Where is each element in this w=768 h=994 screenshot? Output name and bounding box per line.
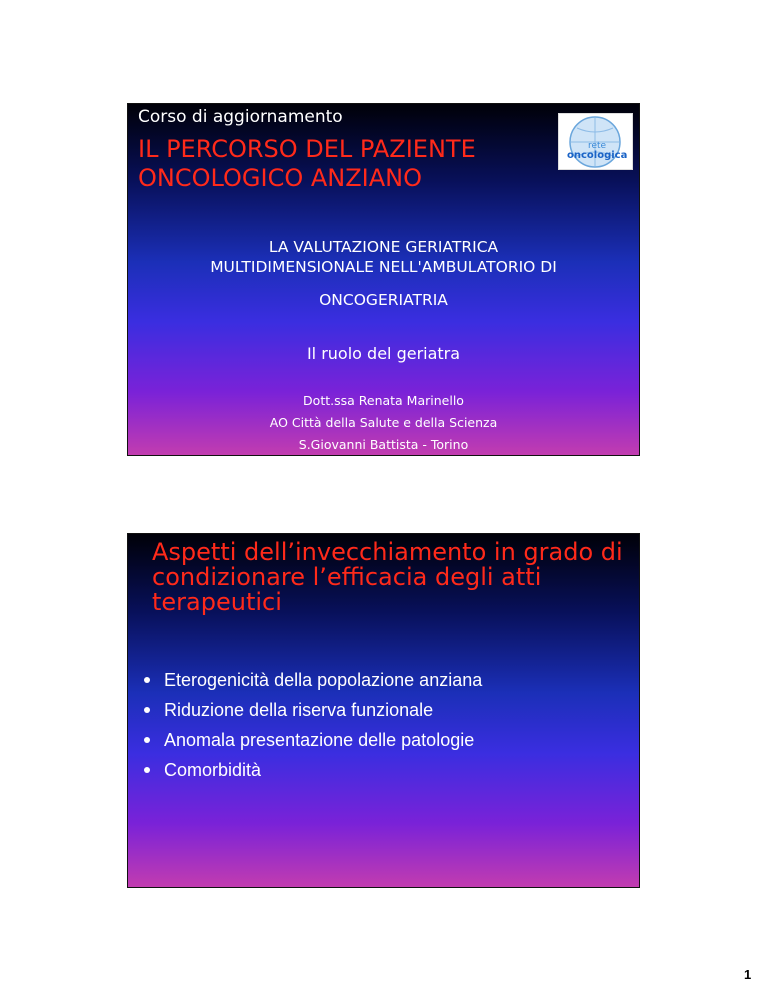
list-item: Eterogenicità della popolazione anziana xyxy=(144,665,482,695)
subtitle-line-1: LA VALUTAZIONE GERIATRICA xyxy=(268,238,499,256)
bullet-list xyxy=(144,665,482,785)
slide-2 xyxy=(127,533,640,888)
author-name: Dott.ssa Renata Marinello xyxy=(303,393,464,408)
list-item: Riduzione della riserva funzionale xyxy=(144,695,482,725)
list-item: Anomala presentazione delle patologie xyxy=(144,725,482,755)
slide-2-title: Aspetti dell’invecchiamento in grado di condizionare l’efficacia degli atti terapeutici xyxy=(152,538,623,616)
course-label: Corso di aggiornamento xyxy=(138,107,343,127)
logo-text-line-2: oncologica xyxy=(567,150,628,161)
page-number: 1 xyxy=(744,967,752,982)
subtitle xyxy=(128,237,639,277)
subtitle-line-3: ONCOGERIATRIA xyxy=(319,291,448,309)
role-text: Il ruolo del geriatra xyxy=(306,344,461,363)
rete-oncologica-logo xyxy=(558,113,633,170)
title-line-1: IL PERCORSO DEL PAZIENTE xyxy=(138,135,476,163)
bullet-dot-icon xyxy=(144,737,150,743)
affiliation-line-1: AO Città della Salute e della Scienza xyxy=(269,415,498,430)
subtitle-line-2: MULTIDIMENSIONALE NELL'AMBULATORIO DI xyxy=(210,258,557,276)
bullet-dot-icon xyxy=(144,767,150,773)
title-line-2: ONCOLOGICO ANZIANO xyxy=(138,164,423,192)
list-item: Comorbidità xyxy=(144,755,482,785)
slide-1-title xyxy=(138,135,476,193)
logo-text-line-1: rete xyxy=(587,141,607,151)
affiliation-line-2: S.Giovanni Battista - Torino xyxy=(298,437,469,452)
slide-1 xyxy=(127,103,640,456)
bullet-dot-icon xyxy=(144,677,150,683)
bullet-dot-icon xyxy=(144,707,150,713)
